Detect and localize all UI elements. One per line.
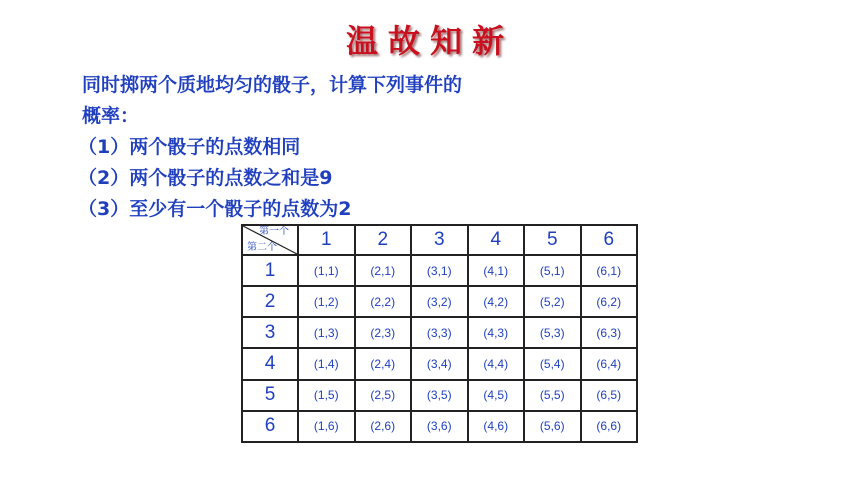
row-header: 4 xyxy=(242,348,298,379)
col-header: 1 xyxy=(298,225,355,255)
table-cell: (1,2) xyxy=(298,286,355,317)
table-cell: (3,1) xyxy=(411,255,468,286)
col-header: 3 xyxy=(411,225,468,255)
table-corner-cell xyxy=(242,225,298,255)
table-row xyxy=(242,411,637,442)
table-cell: (6,4) xyxy=(581,348,638,379)
table-cell: (6,3) xyxy=(581,317,638,348)
col-header: 5 xyxy=(524,225,581,255)
table-cell: (5,4) xyxy=(524,348,581,379)
row-header: 2 xyxy=(242,286,298,317)
table-cell: (6,6) xyxy=(581,411,638,442)
intro-text-line-2: 概率： xyxy=(82,105,140,127)
table-cell: (3,4) xyxy=(411,348,468,379)
table-cell: (5,5) xyxy=(524,380,581,411)
table-cell: (2,2) xyxy=(355,286,412,317)
table-cell: (1,1) xyxy=(298,255,355,286)
question-2: （2）两个骰子的点数之和是9 xyxy=(78,167,333,189)
table-cell: (3,5) xyxy=(411,380,468,411)
table-cell: (6,1) xyxy=(581,255,638,286)
table-cell: (2,5) xyxy=(355,380,412,411)
table-row xyxy=(242,255,637,286)
table-cell: (3,2) xyxy=(411,286,468,317)
table-row xyxy=(242,380,637,411)
table-cell: (5,6) xyxy=(524,411,581,442)
table-row xyxy=(242,317,637,348)
table-cell: (2,1) xyxy=(355,255,412,286)
table-cell: (5,3) xyxy=(524,317,581,348)
table-cell: (1,3) xyxy=(298,317,355,348)
col-header: 6 xyxy=(581,225,638,255)
table-cell: (4,1) xyxy=(468,255,525,286)
page-title: 温故知新 xyxy=(345,22,514,60)
row-header: 1 xyxy=(242,255,298,286)
row-header: 5 xyxy=(242,380,298,411)
table-cell: (3,6) xyxy=(411,411,468,442)
col-header: 2 xyxy=(355,225,412,255)
table-cell: (4,6) xyxy=(468,411,525,442)
corner-label-first-die: 第一个 xyxy=(259,226,289,237)
table-cell: (5,1) xyxy=(524,255,581,286)
table-cell: (2,6) xyxy=(355,411,412,442)
table-header-row xyxy=(242,225,637,255)
table-cell: (6,2) xyxy=(581,286,638,317)
table-row xyxy=(242,286,637,317)
row-header: 3 xyxy=(242,317,298,348)
table-cell: (2,4) xyxy=(355,348,412,379)
table-cell: (3,3) xyxy=(411,317,468,348)
table-cell: (6,5) xyxy=(581,380,638,411)
question-1: （1）两个骰子的点数相同 xyxy=(78,136,301,158)
table-cell: (4,5) xyxy=(468,380,525,411)
col-header: 4 xyxy=(468,225,525,255)
row-header: 6 xyxy=(242,411,298,442)
table-cell: (4,3) xyxy=(468,317,525,348)
corner-label-second-die: 第二个 xyxy=(247,242,277,253)
question-3: （3）至少有一个骰子的点数为2 xyxy=(78,198,352,220)
table-cell: (5,2) xyxy=(524,286,581,317)
table-cell: (4,4) xyxy=(468,348,525,379)
table-cell: (1,6) xyxy=(298,411,355,442)
table-row xyxy=(242,348,637,379)
table-cell: (1,5) xyxy=(298,380,355,411)
table-cell: (2,3) xyxy=(355,317,412,348)
table-cell: (4,2) xyxy=(468,286,525,317)
table-cell: (1,4) xyxy=(298,348,355,379)
intro-text-line-1: 同时掷两个质地均匀的骰子，计算下列事件的 xyxy=(82,74,463,96)
dice-outcome-table xyxy=(241,224,638,443)
